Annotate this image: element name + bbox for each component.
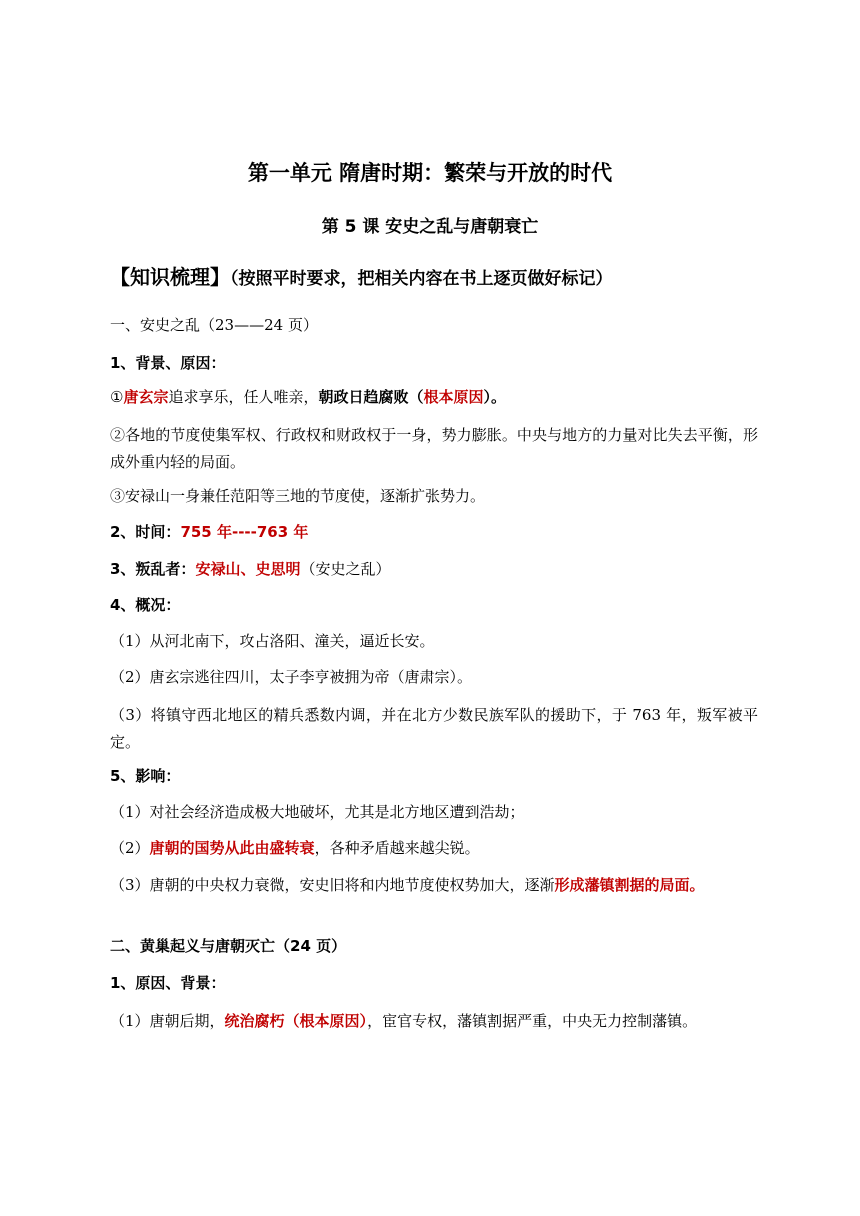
time-line xyxy=(110,521,308,543)
heading-main: 【知识梳理】 xyxy=(110,265,230,289)
bg1-end: ）。 xyxy=(483,388,507,406)
time-value: 755 年----763 年 xyxy=(180,523,309,541)
overview-item-2: （2）唐玄宗逃往四川，太子李亨被拥为帝（唐肃宗）。 xyxy=(110,668,473,686)
section2-title: 二、黄巢起义与唐朝灭亡（24 页） xyxy=(110,937,347,955)
impact-title: 5、影响： xyxy=(110,767,181,785)
heading-note: （按照平时要求，把相关内容在书上逐页做好标记） xyxy=(230,269,613,289)
rebels-note: （安史之乱） xyxy=(300,560,391,578)
unit-title: 第一单元 隋唐时期：繁荣与开放的时代 xyxy=(247,161,613,185)
bg1-bold: 朝政日趋腐败（ xyxy=(318,388,424,406)
rebels-value: 安禄山、史思明 xyxy=(195,560,301,578)
im2-prefix: （2） xyxy=(110,839,150,857)
im2-highlight: 唐朝的国势从此由盛转衰 xyxy=(149,839,315,857)
c1-highlight: 统治腐朽（根本原因） xyxy=(224,1012,368,1030)
bg1-emperor: 唐玄宗 xyxy=(123,388,169,406)
c1-text: ，宦官专权，藩镇割据严重，中央无力控制藩镇。 xyxy=(367,1012,698,1030)
rebels-line xyxy=(110,558,390,580)
impact-item-3 xyxy=(110,872,758,899)
overview-item-3: （3）将镇守西北地区的精兵悉数内调，并在北方少数民族军队的援助下，于 763 年，叛军被平定。 xyxy=(110,706,758,751)
bg1-root-cause: 根本原因 xyxy=(423,388,484,406)
section-heading xyxy=(110,261,613,290)
background-item-1 xyxy=(110,386,506,408)
im3-highlight: 形成藩镇割据的局面。 xyxy=(554,876,705,894)
impact-item-1: （1）对社会经济造成极大地破坏，尤其是北方地区遭到浩劫； xyxy=(110,803,525,821)
im2-text: ，各种矛盾越来越尖锐。 xyxy=(314,839,480,857)
im3-text: （3）唐朝的中央权力衰微，安史旧将和内地节度使权势加大，逐渐 xyxy=(110,876,555,894)
bg1-marker: ① xyxy=(110,388,124,406)
overview-item-1: （1）从河北南下，攻占洛阳、潼关，逼近长安。 xyxy=(110,632,435,650)
cause-item-1 xyxy=(110,1008,758,1035)
lesson-title: 第 5 课 安史之乱与唐朝衰亡 xyxy=(321,217,539,237)
background-item-3: ③安禄山一身兼任范阳等三地的节度使，逐渐扩张势力。 xyxy=(110,487,486,505)
time-label: 2、时间： xyxy=(110,523,181,541)
cause-title: 1、原因、背景： xyxy=(110,974,226,992)
bg1-text: 追求享乐，任人唯亲， xyxy=(168,388,319,406)
rebels-label: 3、叛乱者： xyxy=(110,560,196,578)
c1-prefix: （1）唐朝后期， xyxy=(110,1012,225,1030)
section1-title: 一、安史之乱（23——24 页） xyxy=(110,316,318,334)
background-title: 1、背景、原因： xyxy=(110,354,226,372)
overview-title: 4、概况： xyxy=(110,596,181,614)
impact-item-2 xyxy=(110,837,480,859)
background-item-2: ②各地的节度使集军权、行政权和财政权于一身，势力膨胀。中央与地方的力量对比失去平衡，形成外重内轻的局面。 xyxy=(110,426,758,471)
